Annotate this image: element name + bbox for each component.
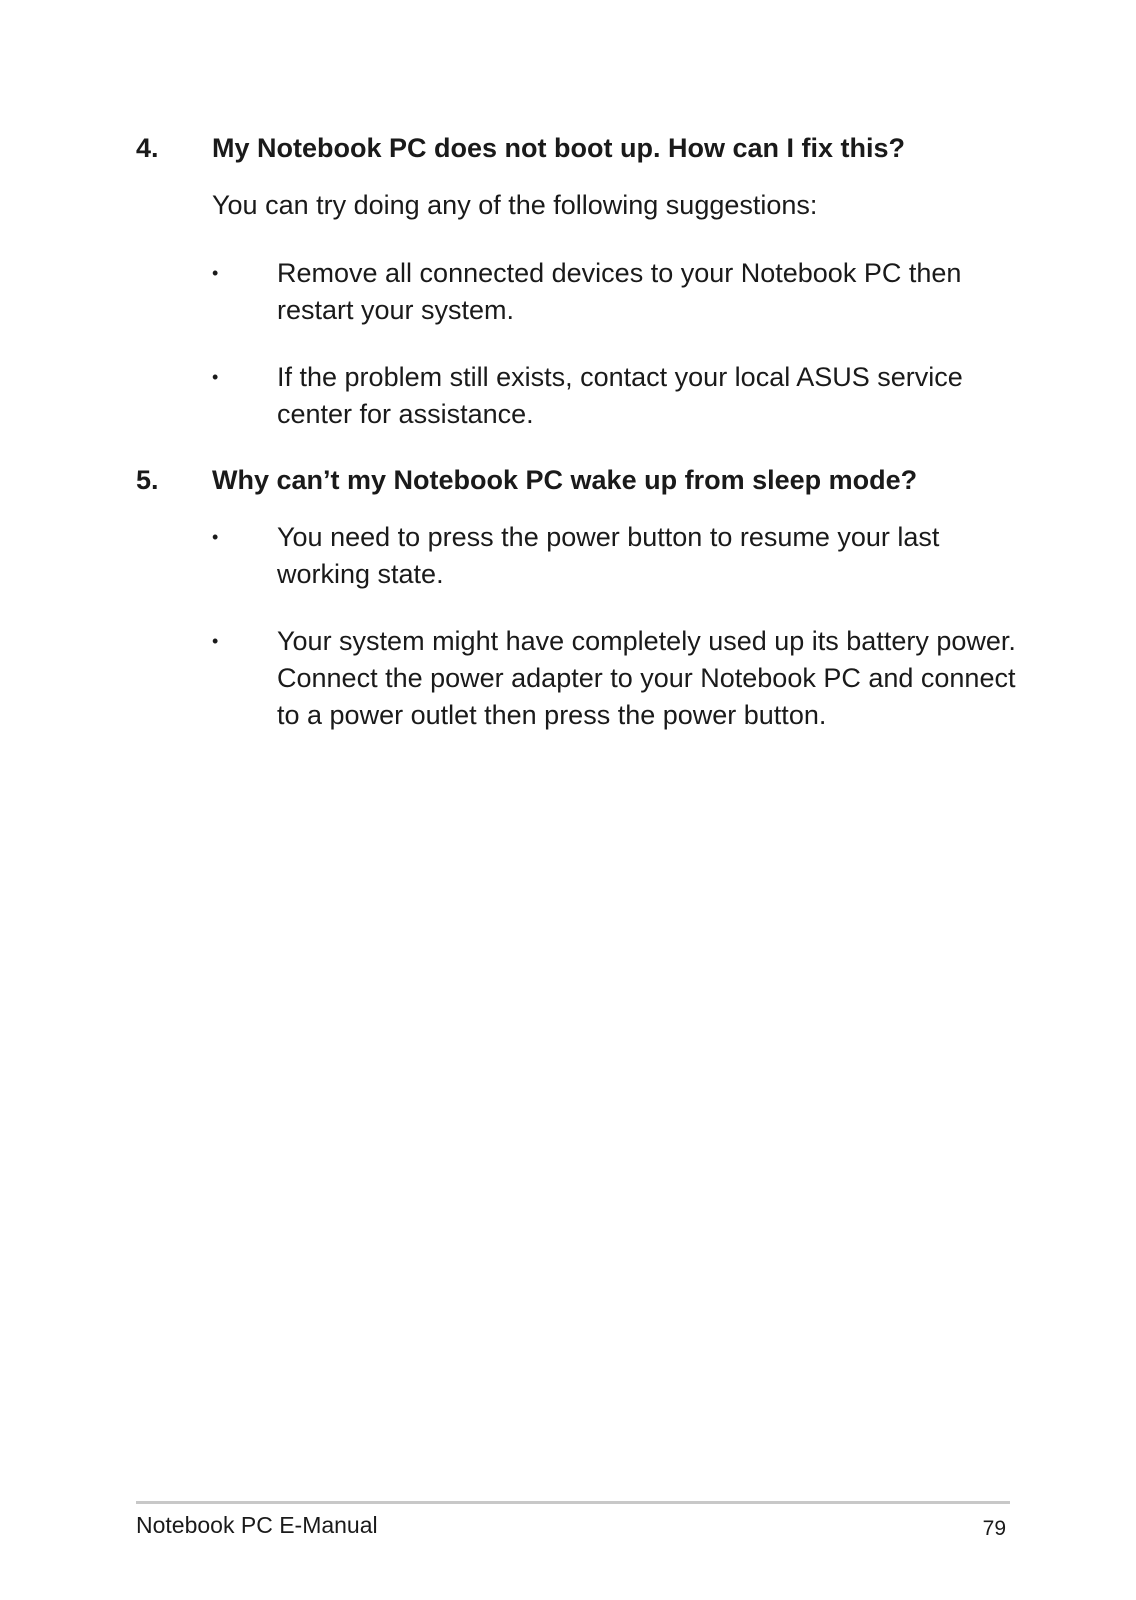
question-text: Why can’t my Notebook PC wake up from sleep mode? xyxy=(212,465,918,495)
bullet-icon: • xyxy=(212,263,219,283)
question-number: 4. xyxy=(136,133,159,163)
list-item-text: If the problem still exists, contact your local ASUS service center for assistance. xyxy=(277,362,963,429)
section-intro: You can try doing any of the following suggestions: xyxy=(212,190,818,220)
list-item-text: Remove all connected devices to your Notebook PC then restart your system. xyxy=(277,258,962,325)
list-item-text: You need to press the power button to resume your last working state. xyxy=(277,522,940,589)
question-heading-5 xyxy=(136,462,1016,498)
page-number: 79 xyxy=(982,1517,1006,1540)
bullet-icon: • xyxy=(212,527,219,547)
question-number: 5. xyxy=(136,465,159,495)
footer-title: Notebook PC E-Manual xyxy=(136,1512,378,1538)
bullet-icon: • xyxy=(212,631,219,651)
bullet-icon: • xyxy=(212,367,219,387)
question-text: My Notebook PC does not boot up. How can I fix this? xyxy=(212,133,905,163)
question-heading-4 xyxy=(136,130,1016,166)
footer-divider xyxy=(136,1501,1010,1504)
list-item-text: Your system might have completely used up its battery power. Connect the power adapter to your Notebook PC and connect to a power outlet then press the power button. xyxy=(277,626,1016,730)
